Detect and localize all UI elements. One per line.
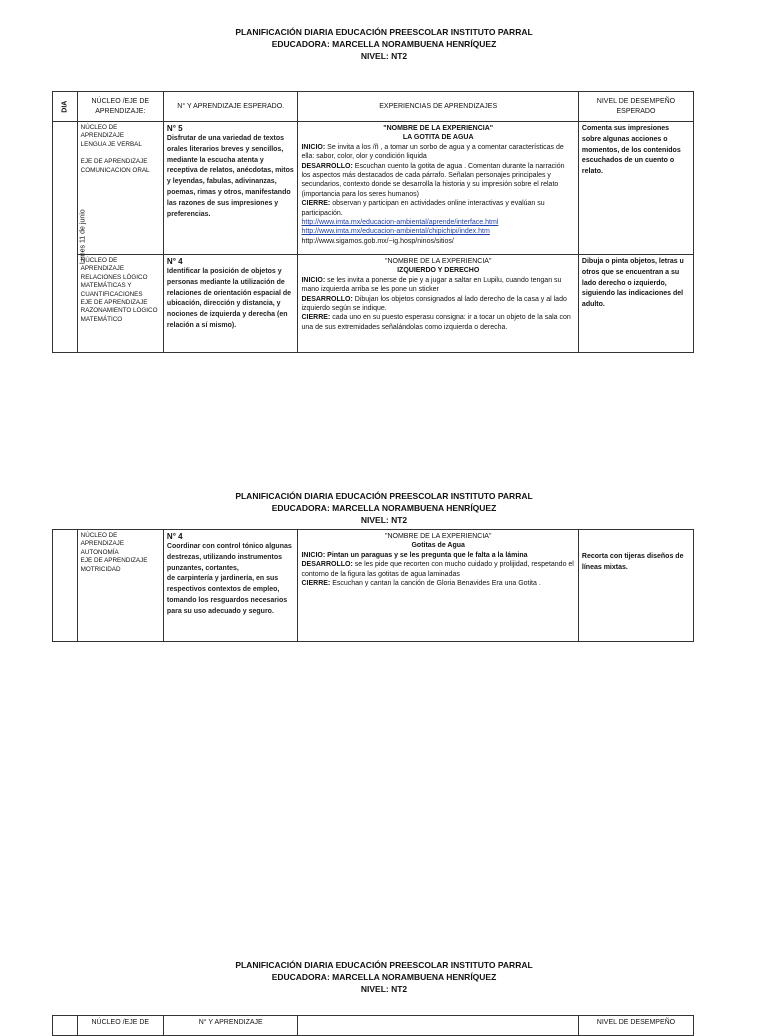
aprendizaje-cell bbox=[163, 255, 298, 353]
col-aprendizaje: N° Y APRENDIZAJE bbox=[163, 1016, 298, 1036]
link-sigamos: http://www.sigamos.gob.mx/~ig.hosp/ninos/sitios/ bbox=[301, 237, 454, 245]
header-nivel: NIVEL: NT2 bbox=[360, 51, 408, 61]
desarrollo-text: DESARROLLO: se les pide que recorten con mucho cuidado y prolijidad, respetando el contorno de la figura las gotitas de agua laminadas bbox=[301, 561, 574, 578]
experiencia-title: "NOMBRE DE LA EXPERIENCIA" bbox=[383, 125, 494, 132]
aprendizaje-number: N° 5 bbox=[166, 124, 183, 133]
aprendizaje-text: Identificar la posición de objetos y personas mediante la utilización de relaciones de orientación espacial de ubicación, dirección y distancia, y nociones de izquierda y derecha (en relación a sí mismo). bbox=[166, 268, 292, 329]
col-nucleo: NÚCLEO /EJE DE APRENDIZAJE: bbox=[77, 92, 163, 122]
desarrollo-text: DESARROLLO: Dibujan los objetos consignados al lado derecho de la casa y al lado izquierdo según se indique. bbox=[301, 295, 567, 313]
page-header-3 bbox=[0, 959, 768, 995]
aprendizaje-number: N° 4 bbox=[166, 257, 183, 266]
nivel-cell bbox=[578, 530, 693, 642]
table-header-row bbox=[53, 92, 694, 122]
nivel-cell: Comenta sus impresiones sobre algunas acciones o momentos, de los contenidos escuchados de un cuento o relato. bbox=[578, 122, 693, 255]
cierre-text: CIERRE: observan y participan en actividades online interactivas y evalúan su participación. bbox=[301, 200, 545, 217]
day-cell bbox=[53, 530, 78, 642]
link-imta-interface[interactable]: http://www.imta.mx/educacion-ambiental/aprende/interface.html bbox=[301, 219, 499, 227]
aprendizaje-cell bbox=[163, 122, 298, 255]
experiencia-cell bbox=[298, 122, 578, 255]
experiencia-subtitle: LA GOTITA DE AGUA bbox=[402, 134, 474, 142]
experiencia-title: "NOMBRE DE LA EXPERIENCIA" bbox=[384, 258, 492, 265]
header-title: PLANIFICACIÓN DIARIA EDUCACIÓN PREESCOLAR INSTITUTO PARRAL bbox=[235, 491, 533, 501]
aprendizaje-number: N° 4 bbox=[166, 532, 183, 541]
nivel-text: Recorta con tijeras diseños de líneas mixtas. bbox=[581, 553, 684, 571]
header-title: PLANIFICACIÓN DIARIA EDUCACIÓN PREESCOLAR INSTITUTO PARRAL bbox=[235, 27, 533, 37]
aprendizaje-text: Coordinar con control tónico algunas destrezas, utilizando instrumentos punzantes, cortantes, bbox=[166, 543, 292, 572]
header-educadora: EDUCADORA: MARCELLA NORAMBUENA HENRÍQUEZ bbox=[271, 972, 497, 982]
col-nucleo: NÚCLEO /EJE DE bbox=[77, 1016, 163, 1036]
header-nivel: NIVEL: NT2 bbox=[360, 515, 408, 525]
cierre-text: CIERRE: Escuchan y cantan la canción de Gloria Benavides Era una Gotita . bbox=[301, 580, 541, 588]
inicio-text: INICIO: Se invita a los /ñ , a tomar un sorbo de agua y a comentar características de ella: sabor, color, olor y condición liquida bbox=[301, 143, 564, 161]
aprendizaje-cell bbox=[163, 530, 298, 642]
nucleo-cell: NÚCLEO DE APRENDIZAJE AUTONOMÍA EJE DE APRENDIZAJE MOTRICIDAD bbox=[77, 530, 163, 642]
col-experiencias: EXPERIENCIAS DE APRENDIZAJES bbox=[298, 92, 578, 122]
col-nivel: NIVEL DE DESEMPEÑO ESPERADO bbox=[578, 92, 693, 122]
table-row bbox=[53, 530, 694, 642]
aprendizaje-text-2: de carpintería y jardinería, en sus respectivos contextos de empleo, tomando los resguardos necesarios para su uso adecuado y seguro. bbox=[166, 575, 288, 615]
planning-table-2 bbox=[52, 529, 694, 642]
experiencia-subtitle: IZQUIERDO Y DERECHO bbox=[397, 267, 480, 275]
experiencia-subtitle: Gotitas de Agua bbox=[411, 542, 465, 550]
nucleo-cell: NÚCLEO DE APRENDIZAJE RELACIONES LÓGICO MATEMÁTICAS Y CUANTIFICACIONES EJE DE APRENDIZAJE RAZONAMIENTO LOGICO MATEMÁTICO bbox=[77, 255, 163, 353]
experiencia-cell bbox=[298, 255, 578, 353]
col-nivel: NIVEL DE DESEMPEÑO bbox=[578, 1016, 693, 1036]
header-educadora: EDUCADORA: MARCELLA NORAMBUENA HENRÍQUEZ bbox=[271, 503, 497, 513]
header-title: PLANIFICACIÓN DIARIA EDUCACIÓN PREESCOLAR INSTITUTO PARRAL bbox=[235, 960, 533, 970]
nucleo-cell: NÚCLEO DE APRENDIZAJE LENGUA JE VERBAL EJE DE APRENDIZAJE COMUNICACION ORAL bbox=[77, 122, 163, 255]
inicio-text: INICIO: Pintan un paraguas y se les pregunta que le falta a la lámina bbox=[301, 551, 528, 559]
page-header-1 bbox=[0, 26, 768, 62]
aprendizaje-text: Disfrutar de una variedad de textos orales literarios breves y sencillos, mediante la escucha atenta y receptiva de relatos, anécdotas, mitos y leyendas, fabulas, adivinanzas, poemas, rimas y otros, manifestando las razones de sus impresiones y preferencias. bbox=[166, 135, 294, 218]
col-experiencias bbox=[298, 1016, 578, 1036]
table-row bbox=[53, 255, 694, 353]
link-imta-chipichipi[interactable]: http://www.imta.mx/educacion-ambiental/chipichipi/index.htm bbox=[301, 228, 490, 236]
desarrollo-text: DESARROLLO: Escuchan cuento la gotita de agua . Comentan durante la narración los aspectos más destacados de cada párrafo. Señalan personajes principales y secundarios, contexto donde se desarrolla la historia y su impresión sobre el relato (importancia para los seres humanos) bbox=[301, 162, 565, 198]
table-header-row bbox=[53, 1016, 694, 1036]
table-row bbox=[53, 122, 694, 255]
planning-table-3 bbox=[52, 1015, 694, 1036]
col-aprendizaje: N° Y APRENDIZAJE ESPERADO. bbox=[163, 92, 298, 122]
col-dia: DIA bbox=[53, 92, 78, 122]
page-header-2 bbox=[0, 490, 768, 526]
experiencia-cell bbox=[298, 530, 578, 642]
day-label: Lunes 11 de junio bbox=[79, 209, 87, 265]
day-cell bbox=[53, 122, 87, 353]
header-nivel: NIVEL: NT2 bbox=[360, 984, 408, 994]
nivel-cell: Dibuja o pinta objetos, letras u otros que se encuentran a su lado derecho o izquierdo, siguiendo las indicaciones del adulto. bbox=[578, 255, 693, 353]
planning-table-1 bbox=[52, 91, 694, 353]
cierre-text: CIERRE: cada uno en su puesto esperasu consigna: ir a tocar un objeto de la sala con una de sus extremidades señalándolas como izquierda o derecha. bbox=[301, 314, 571, 331]
col-dia bbox=[53, 1016, 78, 1036]
header-educadora: EDUCADORA: MARCELLA NORAMBUENA HENRÍQUEZ bbox=[271, 39, 497, 49]
inicio-text: INICIO: se les invita a ponerse de pie y a jugar a saltar en Lupilu, cuando tengan su mano izquierda arriba se les pone un sticker bbox=[301, 276, 562, 294]
experiencia-title: "NOMBRE DE LA EXPERIENCIA" bbox=[384, 533, 492, 540]
